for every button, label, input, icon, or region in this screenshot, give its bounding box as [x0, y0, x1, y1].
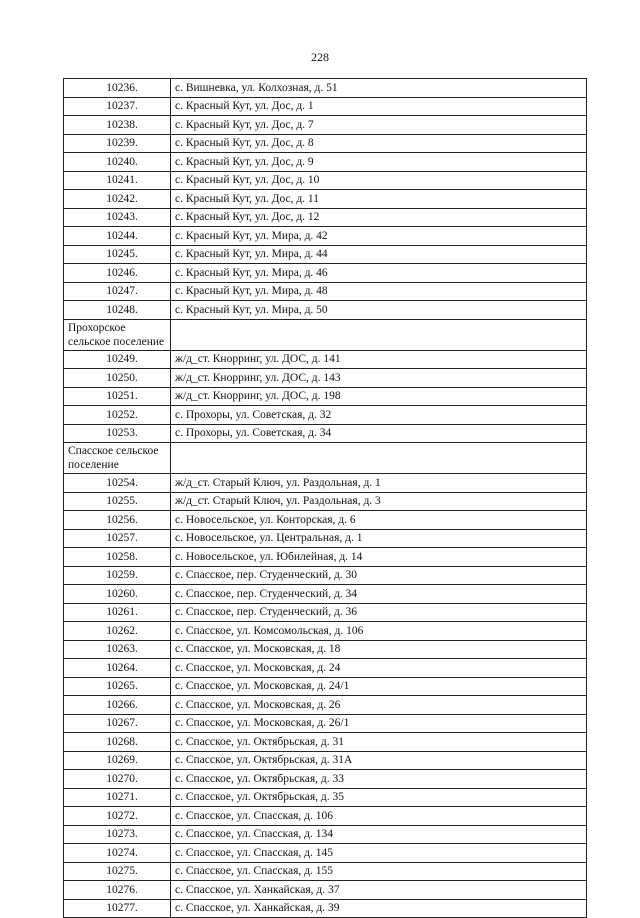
row-number: 10257.: [64, 529, 171, 548]
row-address: с. Спасское, ул. Спасская, д. 134: [171, 825, 587, 844]
row-address: с. Новосельское, ул. Конторская, д. 6: [171, 511, 587, 530]
row-number: 10266.: [64, 696, 171, 715]
row-number: 10253.: [64, 424, 171, 443]
row-number: 10265.: [64, 677, 171, 696]
table-row: [64, 492, 587, 511]
row-address: с. Красный Кут, ул. Мира, д. 50: [171, 301, 587, 320]
row-number: 10237.: [64, 97, 171, 116]
table-row: [64, 511, 587, 530]
table-row: [64, 264, 587, 283]
row-number: 10243.: [64, 208, 171, 227]
row-number: 10240.: [64, 153, 171, 172]
row-number: 10267.: [64, 714, 171, 733]
table-row: [64, 227, 587, 246]
row-number: 10275.: [64, 862, 171, 881]
row-address: ж/д_ст. Старый Ключ, ул. Раздольная, д. 3: [171, 492, 587, 511]
row-number: 10259.: [64, 566, 171, 585]
section-header-row: [64, 443, 587, 474]
table-row: [64, 350, 587, 369]
table-row: [64, 788, 587, 807]
table-row: [64, 751, 587, 770]
row-address: с. Красный Кут, ул. Дос, д. 1: [171, 97, 587, 116]
row-number: 10272.: [64, 807, 171, 826]
row-number: 10269.: [64, 751, 171, 770]
address-table: [63, 78, 587, 918]
row-address: с. Спасское, ул. Октябрьская, д. 35: [171, 788, 587, 807]
table-row: [64, 134, 587, 153]
table-row: [64, 79, 587, 98]
table-row: [64, 659, 587, 678]
row-address: с. Спасское, ул. Московская, д. 26: [171, 696, 587, 715]
table-row: [64, 190, 587, 209]
table-row: [64, 406, 587, 425]
table-row: [64, 844, 587, 863]
row-number: 10238.: [64, 116, 171, 135]
row-number: 10239.: [64, 134, 171, 153]
section-label: Прохорское сельское поселение: [64, 319, 171, 350]
row-address: с. Спасское, ул. Октябрьская, д. 31А: [171, 751, 587, 770]
table-row: [64, 862, 587, 881]
row-address: с. Спасское, ул. Спасская, д. 145: [171, 844, 587, 863]
row-number: 10246.: [64, 264, 171, 283]
row-address: с. Красный Кут, ул. Дос, д. 12: [171, 208, 587, 227]
row-number: 10273.: [64, 825, 171, 844]
table-row: [64, 97, 587, 116]
row-number: 10254.: [64, 474, 171, 493]
row-number: 10276.: [64, 881, 171, 900]
row-address: с. Красный Кут, ул. Мира, д. 42: [171, 227, 587, 246]
table-row: [64, 770, 587, 789]
table-row: [64, 424, 587, 443]
row-number: 10264.: [64, 659, 171, 678]
row-address: с. Спасское, пер. Студенческий, д. 36: [171, 603, 587, 622]
table-row: [64, 677, 587, 696]
row-number: 10260.: [64, 585, 171, 604]
row-address: с. Спасское, ул. Спасская, д. 106: [171, 807, 587, 826]
table-row: [64, 116, 587, 135]
table-row: [64, 696, 587, 715]
row-address: с. Спасское, ул. Комсомольская, д. 106: [171, 622, 587, 641]
row-address: с. Спасское, ул. Ханкайская, д. 37: [171, 881, 587, 900]
row-number: 10263.: [64, 640, 171, 659]
table-row: [64, 369, 587, 388]
row-address: с. Новосельское, ул. Юбилейная, д. 14: [171, 548, 587, 567]
page-number: 228: [311, 50, 329, 64]
row-number: 10244.: [64, 227, 171, 246]
table-row: [64, 548, 587, 567]
row-address: с. Красный Кут, ул. Дос, д. 9: [171, 153, 587, 172]
row-number: 10261.: [64, 603, 171, 622]
row-address: с. Спасское, ул. Московская, д. 24: [171, 659, 587, 678]
row-address: с. Красный Кут, ул. Дос, д. 8: [171, 134, 587, 153]
row-number: 10270.: [64, 770, 171, 789]
table-row: [64, 585, 587, 604]
table-row: [64, 208, 587, 227]
table-row: [64, 566, 587, 585]
row-number: 10242.: [64, 190, 171, 209]
table-row: [64, 153, 587, 172]
row-address: ж/д_ст. Старый Ключ, ул. Раздольная, д. 1: [171, 474, 587, 493]
row-address: с. Спасское, ул. Спасская, д. 155: [171, 862, 587, 881]
row-number: 10249.: [64, 350, 171, 369]
row-address: ж/д_ст. Кнорринг, ул. ДОС, д. 198: [171, 387, 587, 406]
row-number: 10258.: [64, 548, 171, 567]
row-address: с. Вишневка, ул. Колхозная, д. 51: [171, 79, 587, 98]
table-row: [64, 714, 587, 733]
row-address: с. Красный Кут, ул. Мира, д. 46: [171, 264, 587, 283]
row-address: с. Спасское, пер. Студенческий, д. 34: [171, 585, 587, 604]
row-number: 10271.: [64, 788, 171, 807]
empty-cell: [171, 319, 587, 350]
table-row: [64, 301, 587, 320]
row-number: 10248.: [64, 301, 171, 320]
row-address: с. Новосельское, ул. Центральная, д. 1: [171, 529, 587, 548]
row-number: 10241.: [64, 171, 171, 190]
table-row: [64, 640, 587, 659]
row-number: 10262.: [64, 622, 171, 641]
row-address: с. Спасское, ул. Ханкайская, д. 39: [171, 899, 587, 918]
empty-cell: [171, 443, 587, 474]
table-row: [64, 899, 587, 918]
row-address: с. Спасское, ул. Московская, д. 24/1: [171, 677, 587, 696]
table-row: [64, 529, 587, 548]
row-number: 10251.: [64, 387, 171, 406]
row-number: 10236.: [64, 79, 171, 98]
row-address: с. Красный Кут, ул. Мира, д. 48: [171, 282, 587, 301]
row-number: 10245.: [64, 245, 171, 264]
table-row: [64, 622, 587, 641]
row-address: с. Спасское, ул. Октябрьская, д. 31: [171, 733, 587, 752]
table-row: [64, 282, 587, 301]
table-row: [64, 881, 587, 900]
row-address: ж/д_ст. Кнорринг, ул. ДОС, д. 141: [171, 350, 587, 369]
row-address: с. Спасское, пер. Студенческий, д. 30: [171, 566, 587, 585]
row-address: ж/д_ст. Кнорринг, ул. ДОС, д. 143: [171, 369, 587, 388]
row-address: с. Прохоры, ул. Советская, д. 34: [171, 424, 587, 443]
row-address: с. Красный Кут, ул. Дос, д. 7: [171, 116, 587, 135]
table-row: [64, 603, 587, 622]
table-row: [64, 387, 587, 406]
row-address: с. Спасское, ул. Московская, д. 26/1: [171, 714, 587, 733]
row-number: 10252.: [64, 406, 171, 425]
table-row: [64, 171, 587, 190]
row-address: с. Красный Кут, ул. Дос, д. 10: [171, 171, 587, 190]
table-row: [64, 474, 587, 493]
row-address: с. Красный Кут, ул. Мира, д. 44: [171, 245, 587, 264]
address-table-body: [64, 79, 587, 918]
row-number: 10268.: [64, 733, 171, 752]
row-number: 10250.: [64, 369, 171, 388]
row-address: с. Красный Кут, ул. Дос, д. 11: [171, 190, 587, 209]
row-number: 10247.: [64, 282, 171, 301]
row-number: 10256.: [64, 511, 171, 530]
row-number: 10255.: [64, 492, 171, 511]
row-address: с. Спасское, ул. Октябрьская, д. 33: [171, 770, 587, 789]
table-row: [64, 825, 587, 844]
table-row: [64, 807, 587, 826]
row-address: с. Прохоры, ул. Советская, д. 32: [171, 406, 587, 425]
row-address: с. Спасское, ул. Московская, д. 18: [171, 640, 587, 659]
table-row: [64, 733, 587, 752]
row-number: 10277.: [64, 899, 171, 918]
table-row: [64, 245, 587, 264]
section-label: Спасское сельское поселение: [64, 443, 171, 474]
section-header-row: [64, 319, 587, 350]
row-number: 10274.: [64, 844, 171, 863]
